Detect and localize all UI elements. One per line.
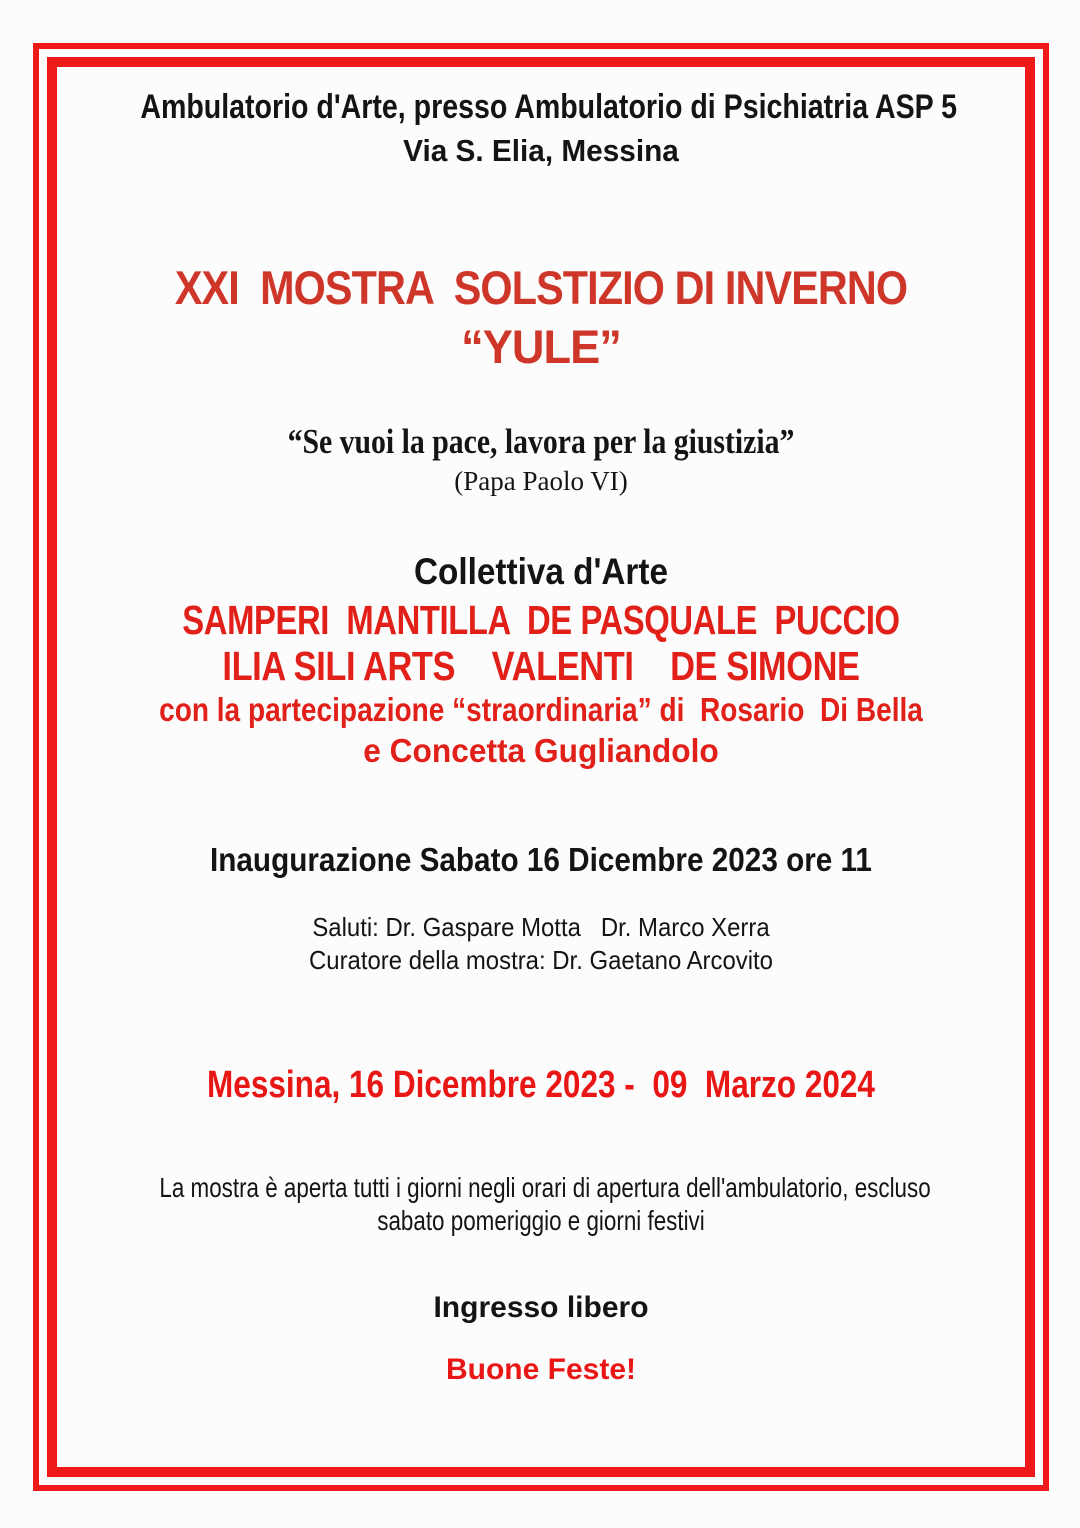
quote-attribution: (Papa Paolo VI) <box>454 466 628 496</box>
guests-line1: con la partecipazione “straordinaria” di Rosario Di Bella <box>159 691 923 728</box>
quote-text: “Se vuoi la pace, lavora per la giustizia” <box>287 422 795 461</box>
artists-line2: ILIA SILI ARTS VALENTI DE SIMONE <box>222 643 860 689</box>
opening-hours-line1: La mostra è aperta tutti i giorni negli orari di apertura dell'ambulatorio, escluso <box>159 1172 931 1203</box>
guests-line2: e Concetta Gugliandolo <box>363 732 719 769</box>
venue-address: Via S. Elia, Messina <box>403 133 679 168</box>
opening-hours-section <box>64 1171 1018 1237</box>
opening-hours-line2: sabato pomeriggio e giorni festivi <box>377 1205 705 1236</box>
exhibition-title-line1: XXI MOSTRA SOLSTIZIO DI INVERNO <box>174 261 908 314</box>
collettiva-heading: Collettiva d'Arte <box>413 551 668 592</box>
inauguration-info: Inaugurazione Sabato 16 Dicembre 2023 ore 11 <box>210 841 872 878</box>
greetings-line: Saluti: Dr. Gaspare Motta Dr. Marco Xerra <box>312 912 770 942</box>
venue-header <box>64 84 1018 171</box>
admission-info: Ingresso libero <box>433 1291 649 1324</box>
artists-section <box>64 597 1018 771</box>
exhibition-dates: Messina, 16 Dicembre 2023 - 09 Marzo 2024 <box>207 1064 875 1106</box>
season-greeting: Buone Feste! <box>445 1353 637 1386</box>
exhibition-title-line2: “YULE” <box>461 320 621 373</box>
curator-line: Curatore della mostra: Dr. Gaetano Arcovito <box>308 945 773 975</box>
quote-section <box>64 420 1018 499</box>
officials-section <box>64 911 1018 977</box>
poster-content <box>64 67 1018 1467</box>
artists-line1: SAMPERI MANTILLA DE PASQUALE PUCCIO <box>182 597 900 643</box>
venue-name: Ambulatorio d'Arte, presso Ambulatorio di Psichiatria ASP 5 <box>140 88 958 126</box>
exhibition-title <box>64 258 1018 376</box>
